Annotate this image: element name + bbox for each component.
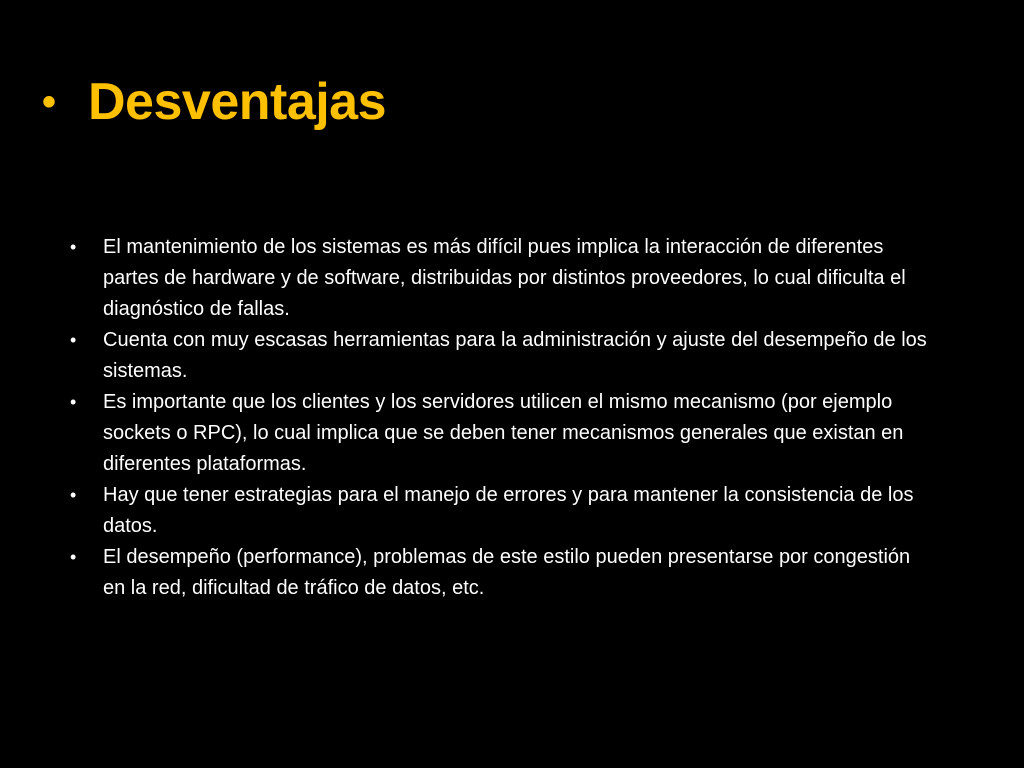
bullet-glyph: •	[70, 547, 77, 567]
bullet-list	[68, 232, 928, 604]
bullet-item-performance	[68, 542, 928, 604]
slide-title: Desventajas	[88, 73, 387, 131]
bullet-glyph: •	[70, 485, 77, 505]
title-bullet: •	[42, 80, 56, 124]
bullet-text: El desempeño (performance), problemas de este estilo pueden presentarse por congestión en la red, dificultad de tráfico de datos, etc.	[103, 546, 911, 599]
bullet-text: Hay que tener estrategias para el manejo de errores y para mantener la consistencia de los datos.	[103, 484, 914, 537]
bullet-text: El mantenimiento de los sistemas es más difícil pues implica la interacción de diferentes partes de hardware y de software, distribuidas por distintos proveedores, lo cual dificulta el diagnóstico de fallas.	[103, 236, 906, 320]
bullet-item-errors	[68, 480, 928, 542]
bullet-glyph: •	[70, 392, 77, 412]
bullet-item-tools	[68, 325, 928, 387]
bullet-item-mechanism	[68, 387, 928, 480]
bullet-text: Cuenta con muy escasas herramientas para la administración y ajuste del desempeño de los sistemas.	[103, 329, 927, 382]
bullet-text: Es importante que los clientes y los servidores utilicen el mismo mecanismo (por ejemplo sockets o RPC), lo cual implica que se deben tener mecanismos generales que existan en diferentes plataformas.	[103, 391, 904, 475]
bullet-glyph: •	[70, 330, 77, 350]
bullet-item-maintenance	[68, 232, 928, 325]
bullet-glyph: •	[70, 237, 77, 257]
slide-title-row	[42, 62, 386, 142]
